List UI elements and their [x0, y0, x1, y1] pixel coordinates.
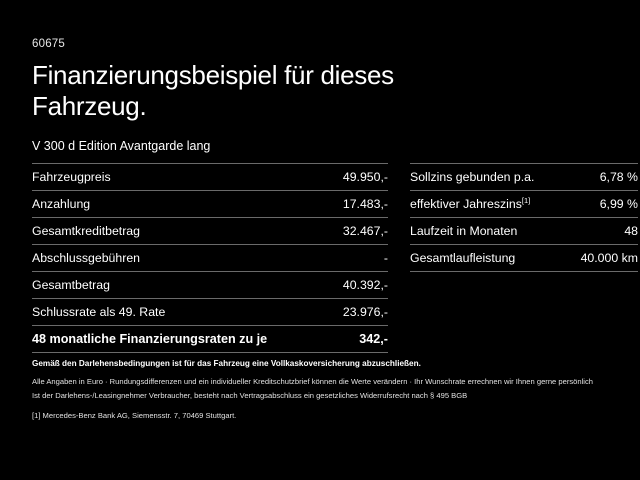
left-column — [32, 163, 388, 353]
table-row — [32, 191, 388, 218]
row-label-text: effektiver Jahreszins — [410, 197, 522, 212]
row-label: Gesamtkreditbetrag — [32, 224, 140, 239]
table-row — [32, 164, 388, 191]
right-column — [410, 163, 638, 272]
row-label: 48 monatliche Finanzierungsraten zu je — [32, 332, 268, 347]
row-value: 48 — [624, 224, 638, 239]
row-label: Gesamtbetrag — [32, 278, 110, 293]
row-label: Abschlussgebühren — [32, 251, 141, 266]
row-value: 40.392,- — [342, 278, 388, 293]
payment-details-table — [32, 163, 388, 353]
row-value: 342,- — [359, 332, 388, 347]
row-value: 17.483,- — [342, 197, 388, 212]
page-title: Finanzierungsbeispiel für dieses Fahrzeug. — [32, 60, 394, 121]
table-row-monthly-rate — [32, 326, 388, 353]
row-value: 40.000 km — [580, 251, 638, 266]
row-value: 6,99 % — [599, 197, 638, 212]
vehicle-model-subtitle: V 300 d Edition Avantgarde lang — [32, 139, 211, 154]
row-label: Laufzeit in Monaten — [410, 224, 518, 239]
table-row — [410, 191, 638, 218]
table-row — [410, 245, 638, 272]
row-label: Schlussrate als 49. Rate — [32, 305, 166, 320]
terms-table — [410, 163, 638, 272]
row-value: 23.976,- — [342, 305, 388, 320]
finance-tables — [32, 163, 638, 353]
footnote-marker: [1] — [521, 196, 531, 206]
footnote-address: [1] Mercedes-Benz Bank AG, Siemensstr. 7, 70469 Stuttgart. — [32, 411, 237, 421]
row-label: Sollzins gebunden p.a. — [410, 170, 535, 185]
row-value: 49.950,- — [342, 170, 388, 185]
table-row — [410, 164, 638, 191]
footnote-insurance-notice: Gemäß den Darlehensbedingungen ist für das Fahrzeug eine Vollkaskoversicherung abzuschließen. — [32, 359, 421, 368]
table-row — [32, 299, 388, 326]
table-row — [32, 218, 388, 245]
row-label — [410, 191, 566, 218]
row-value: 32.467,- — [342, 224, 388, 239]
row-label: Fahrzeugpreis — [32, 170, 111, 185]
row-label: Gesamtlaufleistung — [410, 251, 516, 266]
footnote-line-2: Ist der Darlehens-/Leasingnehmer Verbraucher, besteht nach Vertragsabschluss ein gesetzliches Widerrufsrecht nach § 495 BGB — [32, 391, 468, 401]
row-value: 6,78 % — [599, 170, 638, 185]
table-row — [32, 245, 388, 272]
footnotes-section — [32, 358, 608, 421]
row-label: Anzahlung — [32, 197, 91, 212]
row-value: - — [383, 251, 388, 266]
footnote-line-1: Alle Angaben in Euro · Rundungsdifferenzen und ein individueller Kreditschutzbrief können die Werte verändern · Ihr Wunschrate errechnen wir Ihnen gerne persönlich — [32, 377, 594, 387]
document-id: 60675 — [32, 38, 65, 50]
table-row — [32, 272, 388, 299]
table-row — [410, 218, 638, 245]
